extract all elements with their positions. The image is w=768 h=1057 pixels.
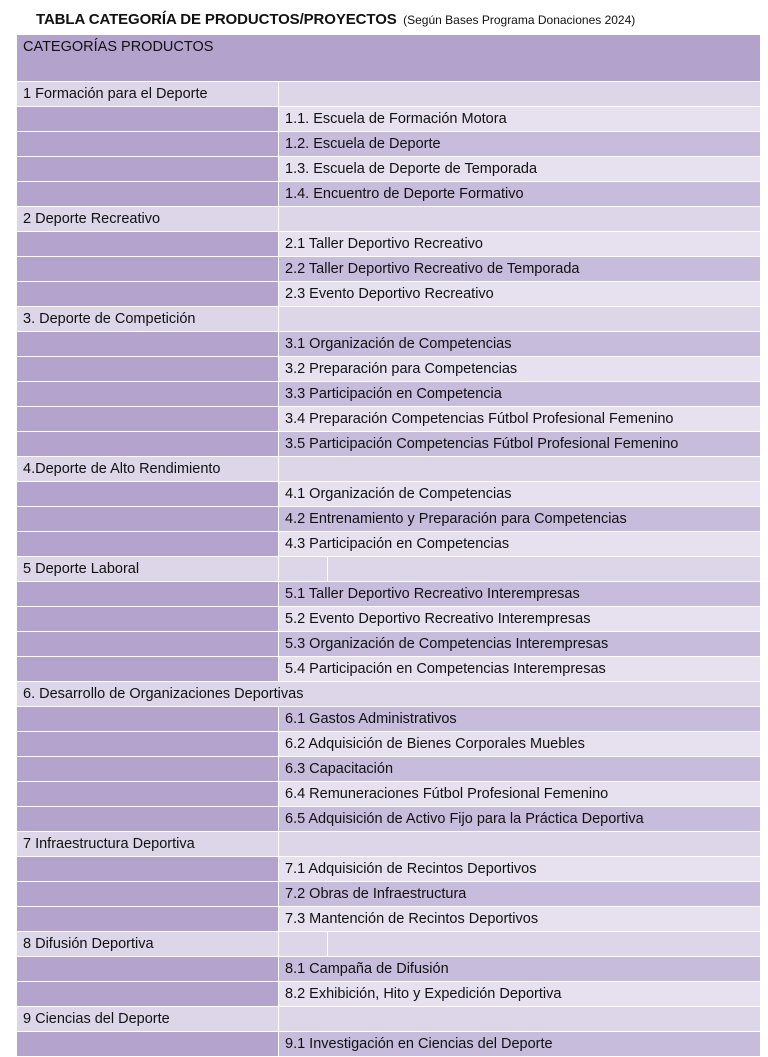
product-label: 7.1 Adquisición de Recintos Deportivos — [279, 857, 761, 882]
product-row — [17, 607, 761, 632]
product-indent-cell — [17, 232, 279, 257]
product-indent-cell — [17, 157, 279, 182]
product-indent-cell — [17, 582, 279, 607]
category-spacer-cell — [279, 82, 761, 107]
product-row — [17, 332, 761, 357]
category-table-body — [17, 35, 761, 1057]
product-row — [17, 807, 761, 832]
product-indent-cell — [17, 707, 279, 732]
product-label: 1.2. Escuela de Deporte — [279, 132, 761, 157]
product-label: 3.2 Preparación para Competencias — [279, 357, 761, 382]
product-label: 3.5 Participación Competencias Fútbol Profesional Femenino — [279, 432, 761, 457]
product-indent-cell — [17, 532, 279, 557]
product-row — [17, 757, 761, 782]
product-indent-cell — [17, 807, 279, 832]
product-label: 9.1 Investigación en Ciencias del Deporte — [279, 1032, 761, 1057]
category-row — [17, 82, 761, 107]
category-spacer-cell — [279, 1007, 761, 1032]
product-label: 8.1 Campaña de Difusión — [279, 957, 761, 982]
product-indent-cell — [17, 382, 279, 407]
product-row — [17, 357, 761, 382]
category-label: 3. Deporte de Competición — [17, 307, 279, 332]
product-indent-cell — [17, 282, 279, 307]
product-indent-cell — [17, 507, 279, 532]
product-label: 6.1 Gastos Administrativos — [279, 707, 761, 732]
product-row — [17, 257, 761, 282]
category-row — [17, 307, 761, 332]
product-label: 4.2 Entrenamiento y Preparación para Competencias — [279, 507, 761, 532]
product-label: 3.4 Preparación Competencias Fútbol Profesional Femenino — [279, 407, 761, 432]
product-label: 7.2 Obras de Infraestructura — [279, 882, 761, 907]
category-row — [17, 457, 761, 482]
product-indent-cell — [17, 1032, 279, 1057]
product-label: 6.5 Adquisición de Activo Fijo para la Práctica Deportiva — [279, 807, 761, 832]
product-row — [17, 407, 761, 432]
product-indent-cell — [17, 857, 279, 882]
category-row — [17, 557, 761, 582]
product-indent-cell — [17, 132, 279, 157]
category-table — [16, 34, 761, 1057]
category-label: 9 Ciencias del Deporte — [17, 1007, 279, 1032]
product-label: 5.1 Taller Deportivo Recreativo Interempresas — [279, 582, 761, 607]
product-row — [17, 1032, 761, 1057]
product-label: 7.3 Mantención de Recintos Deportivos — [279, 907, 761, 932]
product-indent-cell — [17, 407, 279, 432]
product-indent-cell — [17, 182, 279, 207]
product-row — [17, 632, 761, 657]
product-label: 3.1 Organización de Competencias — [279, 332, 761, 357]
product-label: 2.3 Evento Deportivo Recreativo — [279, 282, 761, 307]
product-indent-cell — [17, 782, 279, 807]
category-spacer-cell — [279, 207, 761, 232]
product-indent-cell — [17, 982, 279, 1007]
category-label: 1 Formación para el Deporte — [17, 82, 279, 107]
product-row — [17, 432, 761, 457]
product-indent-cell — [17, 632, 279, 657]
product-row — [17, 882, 761, 907]
product-row — [17, 782, 761, 807]
product-row — [17, 532, 761, 557]
product-label: 1.3. Escuela de Deporte de Temporada — [279, 157, 761, 182]
category-row — [17, 832, 761, 857]
product-indent-cell — [17, 107, 279, 132]
product-row — [17, 132, 761, 157]
product-row — [17, 232, 761, 257]
category-label: 5 Deporte Laboral — [17, 557, 279, 582]
product-indent-cell — [17, 657, 279, 682]
document-title — [36, 8, 756, 32]
product-row — [17, 982, 761, 1007]
product-row — [17, 282, 761, 307]
category-row — [17, 932, 761, 957]
product-row — [17, 482, 761, 507]
category-row — [17, 207, 761, 232]
product-indent-cell — [17, 607, 279, 632]
product-label: 5.2 Evento Deportivo Recreativo Interempresas — [279, 607, 761, 632]
product-label: 4.1 Organización de Competencias — [279, 482, 761, 507]
product-row — [17, 732, 761, 757]
product-indent-cell — [17, 882, 279, 907]
product-indent-cell — [17, 957, 279, 982]
product-label: 5.3 Organización de Competencias Interempresas — [279, 632, 761, 657]
category-spacer-cell — [279, 832, 761, 857]
product-label: 6.3 Capacitación — [279, 757, 761, 782]
product-label: 8.2 Exhibición, Hito y Expedición Deportiva — [279, 982, 761, 1007]
product-indent-cell — [17, 257, 279, 282]
product-row — [17, 382, 761, 407]
product-row — [17, 582, 761, 607]
table-header-cell: CATEGORÍAS PRODUCTOS — [17, 35, 761, 82]
product-indent-cell — [17, 732, 279, 757]
category-spacer-cell — [279, 932, 761, 957]
product-label: 1.1. Escuela de Formación Motora — [279, 107, 761, 132]
product-indent-cell — [17, 482, 279, 507]
product-label: 2.1 Taller Deportivo Recreativo — [279, 232, 761, 257]
product-indent-cell — [17, 757, 279, 782]
product-row — [17, 907, 761, 932]
category-spacer-cell — [279, 557, 761, 582]
product-label: 6.2 Adquisición de Bienes Corporales Muebles — [279, 732, 761, 757]
category-label: 7 Infraestructura Deportiva — [17, 832, 279, 857]
product-row — [17, 182, 761, 207]
category-label: 2 Deporte Recreativo — [17, 207, 279, 232]
product-row — [17, 857, 761, 882]
title-main: TABLA CATEGORÍA DE PRODUCTOS/PROYECTOS — [36, 11, 397, 28]
category-spacer-cell — [279, 307, 761, 332]
product-row — [17, 507, 761, 532]
product-row — [17, 107, 761, 132]
title-subtitle: (Según Bases Programa Donaciones 2024) — [403, 13, 636, 27]
product-row — [17, 657, 761, 682]
product-label: 6.4 Remuneraciones Fútbol Profesional Femenino — [279, 782, 761, 807]
product-row — [17, 707, 761, 732]
category-label: 6. Desarrollo de Organizaciones Deportivas — [17, 682, 761, 707]
product-label: 4.3 Participación en Competencias — [279, 532, 761, 557]
product-indent-cell — [17, 907, 279, 932]
category-row — [17, 1007, 761, 1032]
product-indent-cell — [17, 432, 279, 457]
product-label: 2.2 Taller Deportivo Recreativo de Temporada — [279, 257, 761, 282]
product-label: 3.3 Participación en Competencia — [279, 382, 761, 407]
product-row — [17, 957, 761, 982]
category-label: 4.Deporte de Alto Rendimiento — [17, 457, 279, 482]
product-label: 5.4 Participación en Competencias Interempresas — [279, 657, 761, 682]
product-indent-cell — [17, 332, 279, 357]
product-label: 1.4. Encuentro de Deporte Formativo — [279, 182, 761, 207]
category-label: 8 Difusión Deportiva — [17, 932, 279, 957]
product-indent-cell — [17, 357, 279, 382]
table-header-row — [17, 35, 761, 82]
product-row — [17, 157, 761, 182]
category-spacer-cell — [279, 457, 761, 482]
category-row — [17, 682, 761, 707]
